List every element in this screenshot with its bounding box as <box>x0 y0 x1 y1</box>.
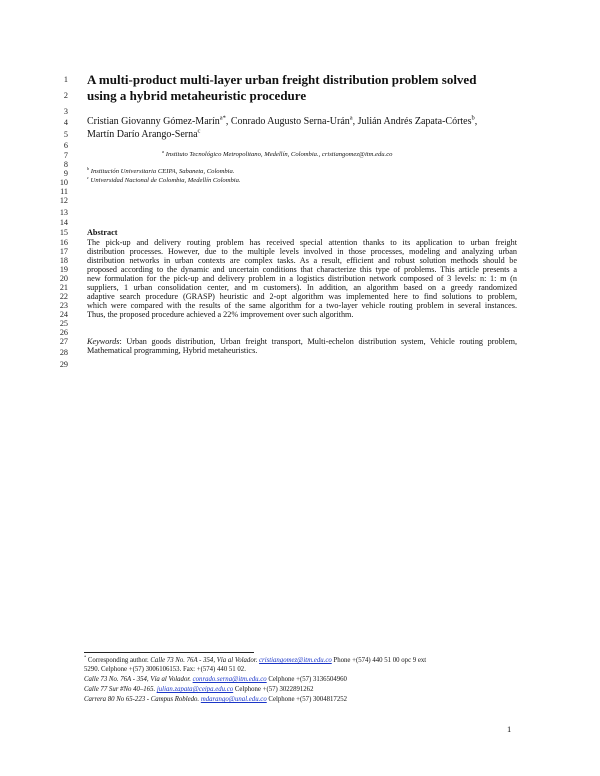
line-number: 5 <box>63 130 68 139</box>
footnote-email-link[interactable]: mdarango@unal.edu.co <box>200 696 267 703</box>
line-number: 17 <box>59 247 68 256</box>
footnote-contact: Celphone +(57) 3004817252 <box>266 696 348 703</box>
line-number: 14 <box>59 218 68 227</box>
keywords <box>87 337 517 355</box>
footnote-address: Calle 73 No. 76A - 354, Vía al Volador. <box>84 676 193 683</box>
affiliation-a <box>162 148 393 159</box>
footnote-corresponding-cont: 5290. Celphone +(57) 3006106153. Fax: +(574) 440 51 02. <box>84 666 246 673</box>
footnote-corresponding <box>84 654 427 665</box>
line-number: 16 <box>59 238 68 247</box>
footnote-author-4 <box>84 696 347 704</box>
abstract-line: distribution networks in urban contexts are complex tasks. As a result, efficient and robust solution methods should be <box>87 256 517 265</box>
footnote-contact: Celphone +(57) 3136504960 <box>266 676 347 683</box>
footnote-mark: * <box>84 654 87 660</box>
affiliation-b <box>87 165 235 176</box>
footnote-label: Corresponding author. <box>86 657 151 664</box>
paper-title-line-2: using a hybrid metaheuristic procedure <box>87 88 307 103</box>
line-number: 26 <box>59 328 68 337</box>
line-number: 21 <box>59 283 68 292</box>
keywords-label: Keywords <box>87 337 120 346</box>
footnote-address: Carrera 80 No 65-223 - Campus Robledo. <box>84 696 201 703</box>
abstract-line: which were compared with the results of the same algorithm for a two-layer vehicle routing problem in several instances. <box>87 301 517 310</box>
line-number: 12 <box>59 196 68 205</box>
author-name: , Julián Andrés Zapata-Córtes <box>352 116 472 127</box>
line-number: 10 <box>59 178 68 187</box>
affiliation-c <box>87 174 241 185</box>
abstract-line: distribution processes. However, due to the multiple levels involved in those processes, modeling and analyzing urban <box>87 247 517 256</box>
author-affiliation-mark: c <box>197 127 201 135</box>
abstract-heading: Abstract <box>87 228 118 237</box>
paper-title-line-1: A multi-product multi-layer urban freight distribution problem solved <box>87 72 477 87</box>
affiliation-text: Universidad Nacional de Colombia, Medellín Colombia. <box>88 177 241 184</box>
line-number: 11 <box>60 187 68 196</box>
abstract-line: adaptive search procedure (GRASP) heuristic and 2-opt algorithm was implemented here to find solutions to problem, <box>87 292 517 301</box>
keywords-text: : Urban goods distribution, Urban freight transport, Multi-echelon distribution system, Vehicle routing problem, <box>119 337 517 346</box>
footnote-rule <box>84 652 254 653</box>
author-affiliation-mark: a* <box>219 114 226 122</box>
author-separator: , <box>474 116 478 127</box>
line-number: 18 <box>59 256 68 265</box>
line-number: 28 <box>59 348 68 357</box>
keywords-line <box>87 337 517 346</box>
affiliation-mark: c <box>87 174 89 180</box>
footnote-email-link[interactable]: julian.zapata@ceipa.edu.co <box>156 686 234 693</box>
line-number: 20 <box>59 274 68 283</box>
affiliation-mark: a <box>162 148 165 154</box>
abstract-line: suppliers, 1 urban consolidation center, and m customers). In addition, an algorithm based on a greedy randomized <box>87 283 517 292</box>
line-number: 6 <box>63 141 68 150</box>
line-number: 15 <box>59 228 68 237</box>
line-number: 29 <box>59 360 68 369</box>
author-name: Martín Darío Arango-Serna <box>87 129 198 140</box>
footnote-author-3 <box>84 686 313 694</box>
line-number: 3 <box>63 107 68 116</box>
line-number: 9 <box>63 169 68 178</box>
line-number: 24 <box>59 310 68 319</box>
footnote-email-link[interactable]: cristiangomez@itm.edu.co <box>259 657 332 664</box>
line-number: 7 <box>63 151 68 160</box>
line-number: 19 <box>59 265 68 274</box>
footnote-author-2 <box>84 676 347 684</box>
line-number: 27 <box>59 337 68 346</box>
author-name: Cristian Giovanny Gómez-Marín <box>87 116 220 127</box>
line-number: 22 <box>59 292 68 301</box>
line-number: 4 <box>63 118 68 127</box>
page-number: 1 <box>507 724 512 734</box>
author-affiliation-mark: a <box>349 114 353 122</box>
authors-line-2 <box>87 129 200 141</box>
line-number: 1 <box>63 75 68 84</box>
footnote-email-link[interactable]: conrado.serna@itm.edu.co <box>192 676 267 683</box>
line-number: 2 <box>63 91 68 100</box>
line-number: 13 <box>59 208 68 217</box>
footnote-contact: Celphone +(57) 3022891262 <box>233 686 314 693</box>
keywords-line: Mathematical programming, Hybrid metaheuristics. <box>87 346 258 355</box>
abstract-body <box>87 238 517 319</box>
line-number: 8 <box>63 160 68 169</box>
abstract-line: proposed according to the dynamic and uncertain conditions that characterize this type of problems. This article presents a <box>87 265 517 274</box>
affiliation-mark: b <box>87 165 90 171</box>
author-name: , Conrado Augusto Serna-Urán <box>225 116 350 127</box>
abstract-line: new formulation for the pick-up and delivery problem in a logistics distribution network composed of 3 levels: n: 1: m (n <box>87 274 517 283</box>
line-number: 23 <box>59 301 68 310</box>
footnote-address: Calle 77 Sur #No 40–165. <box>84 686 157 693</box>
footnote-address: Calle 73 No. 76A - 354, Vía al Volador. <box>150 657 260 664</box>
affiliation-text: Institución Universitaria CEIPA, Sabaneta, Colombia. <box>89 168 235 175</box>
line-number: 25 <box>59 319 68 328</box>
author-affiliation-mark: b <box>471 114 475 122</box>
authors-line-1 <box>87 116 477 128</box>
abstract-line: The pick-up and delivery routing problem has received special attention thanks to its application to urban freight <box>87 238 517 247</box>
affiliation-text: Instituto Tecnológico Metropolitano, Medellín, Colombia., cristiangomez@itm.edu.co <box>164 151 393 158</box>
footnote-contact: Phone +(574) 440 51 00 opc 9 ext <box>331 657 427 664</box>
abstract-line: Thus, the proposed procedure achieved a 22% improvement over such algorithm. <box>87 310 354 319</box>
